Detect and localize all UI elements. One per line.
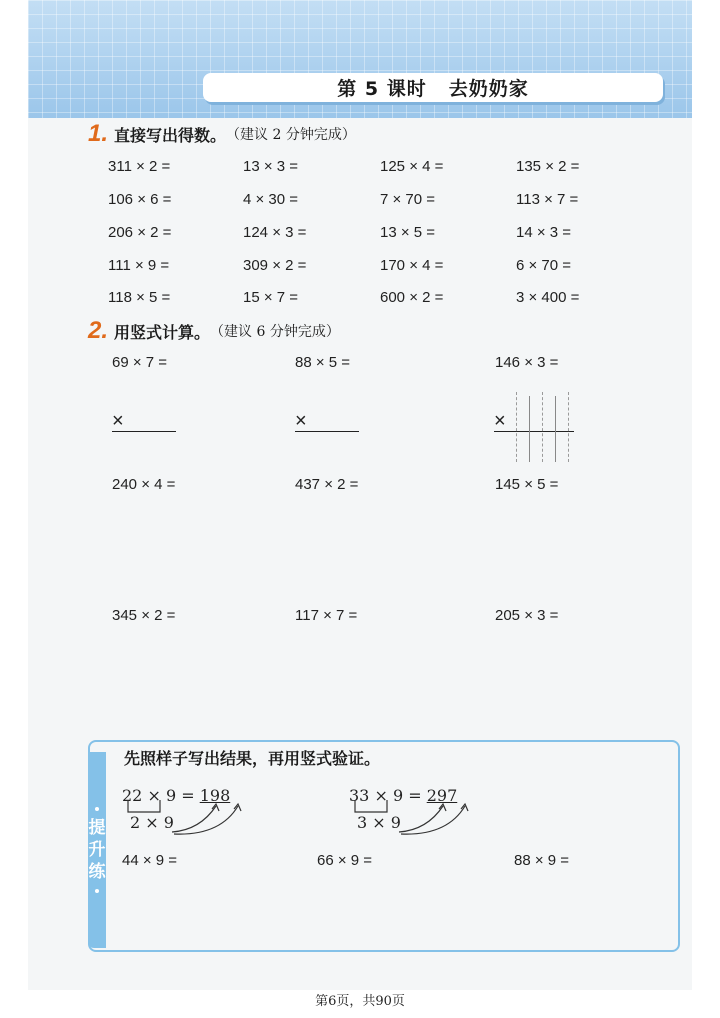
oral-calc-item: 135 × 2 =	[516, 158, 580, 175]
oral-calc-item: 3 × 400 =	[516, 289, 580, 306]
extension-problem: 88 × 9 =	[514, 852, 570, 869]
extension-title: 先照样子写出结果，再用竖式验证。	[124, 749, 381, 768]
sample-expr: 33 × 9 =	[349, 786, 422, 805]
vertical-calc-line-3	[494, 410, 574, 432]
tab-char: 提	[88, 818, 106, 838]
question-2-heading	[88, 317, 340, 345]
digit-guide-line	[529, 396, 530, 462]
oral-calc-item: 7 × 70 =	[380, 191, 436, 208]
question-1-number: 1.	[88, 120, 109, 147]
times-sign: ×	[112, 410, 124, 432]
vertical-calc-item: 205 × 3 =	[495, 607, 559, 624]
sample-bracket-arrows-1	[120, 796, 250, 838]
oral-calc-item: 13 × 5 =	[380, 224, 436, 241]
times-sign: ×	[494, 410, 506, 432]
oral-calc-item: 6 × 70 =	[516, 257, 572, 274]
sample-expr: 22 × 9 =	[122, 786, 195, 805]
oral-calc-item: 15 × 7 =	[243, 289, 299, 306]
times-sign: ×	[295, 410, 307, 432]
vertical-calc-line-1	[112, 410, 176, 432]
question-1-heading	[88, 120, 356, 148]
extension-side-tab	[88, 752, 106, 948]
digit-guide-line	[555, 396, 556, 462]
digit-guide-line	[568, 392, 569, 462]
vertical-calc-item: 437 × 2 =	[295, 476, 359, 493]
oral-calc-item: 14 × 3 =	[516, 224, 572, 241]
vertical-calc-item: 146 × 3 =	[495, 354, 559, 371]
lesson-number: 第 5 课时	[337, 78, 427, 100]
tab-char: 升	[88, 840, 106, 860]
question-1-hint: （建议 2 分钟完成）	[226, 127, 356, 143]
oral-calc-item: 309 × 2 =	[243, 257, 307, 274]
oral-calc-item: 13 × 3 =	[243, 158, 299, 175]
oral-calc-item: 124 × 3 =	[243, 224, 307, 241]
vertical-calc-item: 69 × 7 =	[112, 354, 168, 371]
extension-problem: 44 × 9 =	[122, 852, 178, 869]
extension-box	[88, 740, 680, 952]
lesson-topic: 去奶奶家	[448, 78, 529, 100]
page-footer: 第6页，共90页	[315, 994, 405, 1009]
sample-helper-2: 3 × 9	[357, 813, 401, 832]
vertical-calc-line-2	[295, 410, 359, 432]
vertical-calc-item: 88 × 5 =	[295, 354, 351, 371]
question-2-title: 用竖式计算。	[114, 322, 211, 342]
lesson-title	[203, 73, 663, 102]
question-2-number: 2.	[88, 317, 109, 344]
oral-calc-item: 111 × 9 =	[108, 257, 170, 274]
oral-calc-item: 113 × 7 =	[516, 191, 579, 208]
question-2-hint: （建议 6 分钟完成）	[210, 324, 340, 340]
vertical-calc-item: 345 × 2 =	[112, 607, 176, 624]
vertical-calc-item: 145 × 5 =	[495, 476, 559, 493]
oral-calc-item: 118 × 5 =	[108, 289, 171, 306]
vertical-calc-item: 240 × 4 =	[112, 476, 176, 493]
sample-result: 198	[199, 786, 231, 805]
extension-problem: 66 × 9 =	[317, 852, 373, 869]
oral-calc-item: 125 × 4 =	[380, 158, 444, 175]
oral-calc-item: 4 × 30 =	[243, 191, 299, 208]
sample-result: 297	[426, 786, 458, 805]
vertical-calc-item: 117 × 7 =	[295, 607, 358, 624]
tab-char: 练	[88, 862, 106, 882]
digit-guide-line	[516, 392, 517, 462]
sample-helper-1: 2 × 9	[130, 813, 174, 832]
oral-calc-item: 600 × 2 =	[380, 289, 444, 306]
question-1-title: 直接写出得数。	[114, 125, 227, 145]
oral-calc-item: 206 × 2 =	[108, 224, 172, 241]
sample-bracket-arrows-2	[347, 796, 477, 838]
oral-calc-item: 170 × 4 =	[380, 257, 444, 274]
oral-calc-item: 106 × 6 =	[108, 191, 172, 208]
oral-calc-item: 311 × 2 =	[108, 158, 171, 175]
digit-guide-line	[542, 392, 543, 462]
